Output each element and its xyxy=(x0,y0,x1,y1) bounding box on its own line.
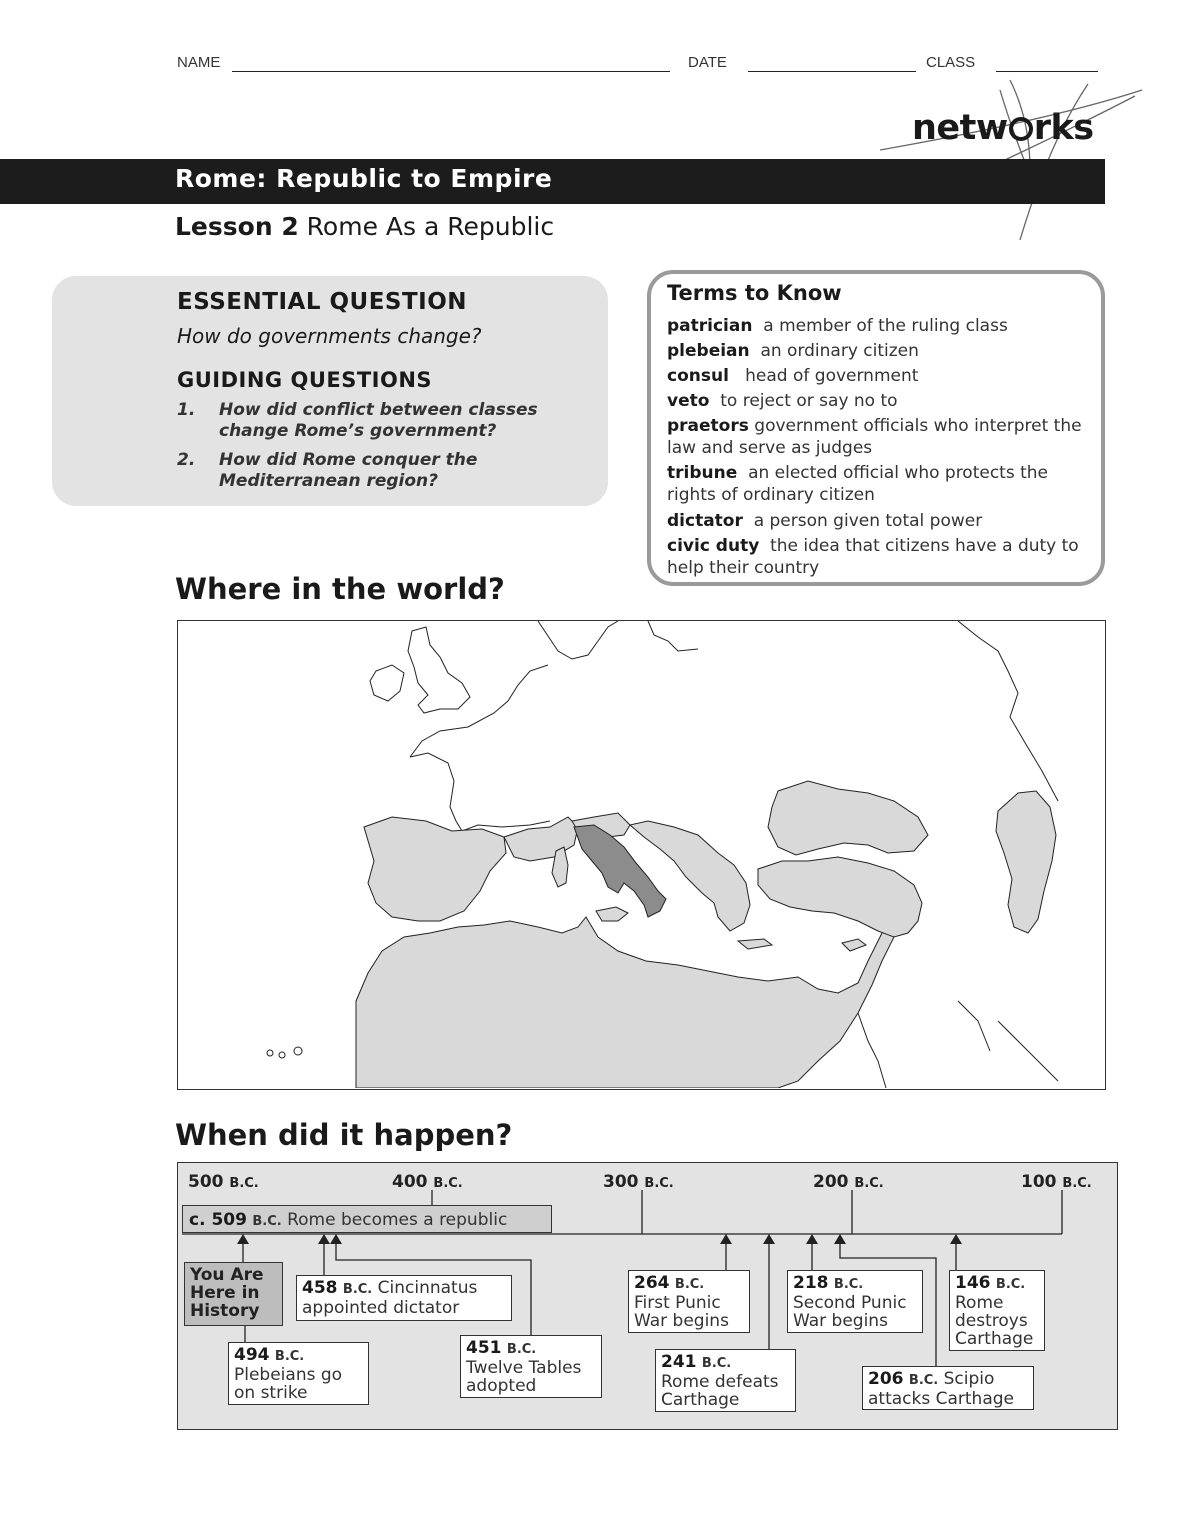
event-text: Rome becomes a republic xyxy=(287,1210,508,1230)
term-entry xyxy=(667,462,1099,506)
gaul-coast xyxy=(504,817,578,861)
event-year: 146 xyxy=(955,1273,991,1293)
event-era: B.C. xyxy=(995,1277,1026,1292)
event-era: B.C. xyxy=(833,1277,864,1292)
north-africa-landmass xyxy=(356,913,898,1088)
term-entry xyxy=(667,365,1099,387)
iberia-landmass xyxy=(364,817,506,921)
event-text: Rome destroys Carthage xyxy=(955,1293,1034,1349)
event-text: Twelve Tables adopted xyxy=(466,1358,582,1396)
cyprus xyxy=(842,939,866,951)
event-text: Cincinnatus appointed dictator xyxy=(302,1278,478,1318)
globe-o-icon xyxy=(1009,117,1033,141)
term-definition: a person given total power xyxy=(753,511,983,531)
timeline-event xyxy=(949,1270,1045,1351)
europe-west-coast xyxy=(410,753,550,831)
term-definition: head of government xyxy=(745,366,919,386)
where-heading: Where in the world? xyxy=(175,572,505,606)
brand-text-end: rks xyxy=(1033,108,1094,148)
timeline-event xyxy=(460,1335,602,1398)
event-year: 264 xyxy=(634,1273,670,1293)
anatomia-levant xyxy=(758,857,922,937)
event-era: B.C. xyxy=(701,1356,732,1371)
map-drawing xyxy=(178,621,1104,1088)
guiding-question-number: 1. xyxy=(177,400,196,420)
essential-question-text: How do governments change? xyxy=(177,324,482,348)
tick-label xyxy=(603,1172,674,1192)
event-year: 451 xyxy=(466,1338,502,1358)
tick-era: B.C. xyxy=(644,1176,674,1191)
name-field-line[interactable] xyxy=(232,71,670,72)
term-definition: the idea that citizens have a duty to help their country xyxy=(667,536,1079,578)
term-entry xyxy=(667,340,1099,362)
event-year: 218 xyxy=(793,1273,829,1293)
when-heading: When did it happen? xyxy=(175,1118,513,1152)
timeline-event xyxy=(862,1366,1034,1410)
ireland-outline xyxy=(370,665,404,701)
tick-label xyxy=(1021,1172,1092,1192)
crete xyxy=(738,939,772,949)
term-entry xyxy=(667,390,1099,412)
event-era: B.C. xyxy=(342,1282,373,1297)
term-word: tribune xyxy=(667,463,738,483)
date-label: DATE xyxy=(688,54,727,71)
term-definition: an elected official who protects the rights of ordinary citizen xyxy=(667,463,1049,505)
guiding-question-text: How did conflict between classes change Rome’s government? xyxy=(219,400,538,441)
event-text: Plebeians go on strike xyxy=(234,1365,343,1403)
tick-year: 400 xyxy=(392,1172,428,1192)
terms-heading: Terms to Know xyxy=(667,281,842,305)
caspian-sea xyxy=(996,791,1056,933)
term-definition: a member of the ruling class xyxy=(763,316,1008,336)
term-word: praetors xyxy=(667,416,749,436)
tick-year: 200 xyxy=(813,1172,849,1192)
term-entry xyxy=(667,535,1099,579)
date-field-line[interactable] xyxy=(748,71,916,72)
scandinavia-outline xyxy=(538,621,618,659)
term-word: patrician xyxy=(667,316,753,336)
event-year: 206 xyxy=(868,1369,904,1389)
tick-era: B.C. xyxy=(433,1176,463,1191)
event-year: 494 xyxy=(234,1345,270,1365)
guiding-questions-heading: GUIDING QUESTIONS xyxy=(177,368,433,392)
class-label: CLASS xyxy=(926,54,976,71)
event-era: B.C. xyxy=(674,1277,705,1292)
event-year: c. 509 xyxy=(189,1210,247,1230)
lesson-name: Rome As a Republic xyxy=(306,212,555,241)
tick-year: 500 xyxy=(188,1172,224,1192)
east-europe-outline xyxy=(958,621,1058,801)
event-text: First Punic War begins xyxy=(634,1293,729,1331)
tick-era: B.C. xyxy=(229,1176,259,1191)
brand-text-start: netw xyxy=(912,108,1008,148)
timeline-start-event xyxy=(182,1205,552,1233)
event-era: B.C. xyxy=(252,1214,282,1229)
term-word: veto xyxy=(667,391,710,411)
class-field-line[interactable] xyxy=(996,71,1098,72)
tick-label xyxy=(813,1172,884,1192)
term-entry xyxy=(667,315,1099,337)
tick-year: 300 xyxy=(603,1172,639,1192)
term-definition: to reject or say no to xyxy=(720,391,898,411)
term-word: plebeian xyxy=(667,341,750,361)
sicily xyxy=(596,907,628,921)
tick-era: B.C. xyxy=(854,1176,884,1191)
title-banner xyxy=(0,159,1105,204)
event-era: B.C. xyxy=(506,1342,537,1357)
term-entry xyxy=(667,415,1099,459)
event-year: 458 xyxy=(302,1278,338,1298)
timeline-event xyxy=(787,1270,923,1333)
lesson-title xyxy=(175,212,554,241)
tick-year: 100 xyxy=(1021,1172,1057,1192)
mediterranean-map xyxy=(177,620,1106,1090)
lesson-label: Lesson 2 xyxy=(175,212,299,241)
guiding-question-number: 2. xyxy=(177,450,196,470)
tick-label xyxy=(188,1172,259,1192)
term-definition: government officials who interpret the law and serve as judges xyxy=(667,416,1082,458)
timeline-event xyxy=(628,1270,750,1333)
you-are-here-badge: You Are Here in History xyxy=(184,1262,283,1326)
event-era: B.C. xyxy=(908,1373,939,1388)
networks-logo xyxy=(912,108,1094,148)
tick-label xyxy=(392,1172,463,1192)
guiding-question-text: How did Rome conquer the Mediterranean region? xyxy=(219,450,478,491)
term-definition: an ordinary citizen xyxy=(760,341,919,361)
term-word: consul xyxy=(667,366,729,386)
event-text: Scipio attacks Carthage xyxy=(868,1369,1015,1409)
timeline-event xyxy=(655,1349,796,1412)
tick-era: B.C. xyxy=(1062,1176,1092,1191)
timeline-event xyxy=(296,1275,512,1321)
name-label: NAME xyxy=(177,54,221,71)
timeline-event xyxy=(228,1342,369,1405)
chapter-title: Rome: Republic to Empire xyxy=(175,164,553,193)
event-text: Rome defeats Carthage xyxy=(661,1372,779,1410)
term-entry xyxy=(667,510,1099,532)
britain-outline xyxy=(408,627,470,713)
event-text: Second Punic War begins xyxy=(793,1293,907,1331)
term-word: civic duty xyxy=(667,536,760,556)
essential-question-heading: ESSENTIAL QUESTION xyxy=(177,289,468,315)
term-word: dictator xyxy=(667,511,743,531)
black-sea-north xyxy=(768,781,928,855)
event-era: B.C. xyxy=(274,1349,305,1364)
event-year: 241 xyxy=(661,1352,697,1372)
